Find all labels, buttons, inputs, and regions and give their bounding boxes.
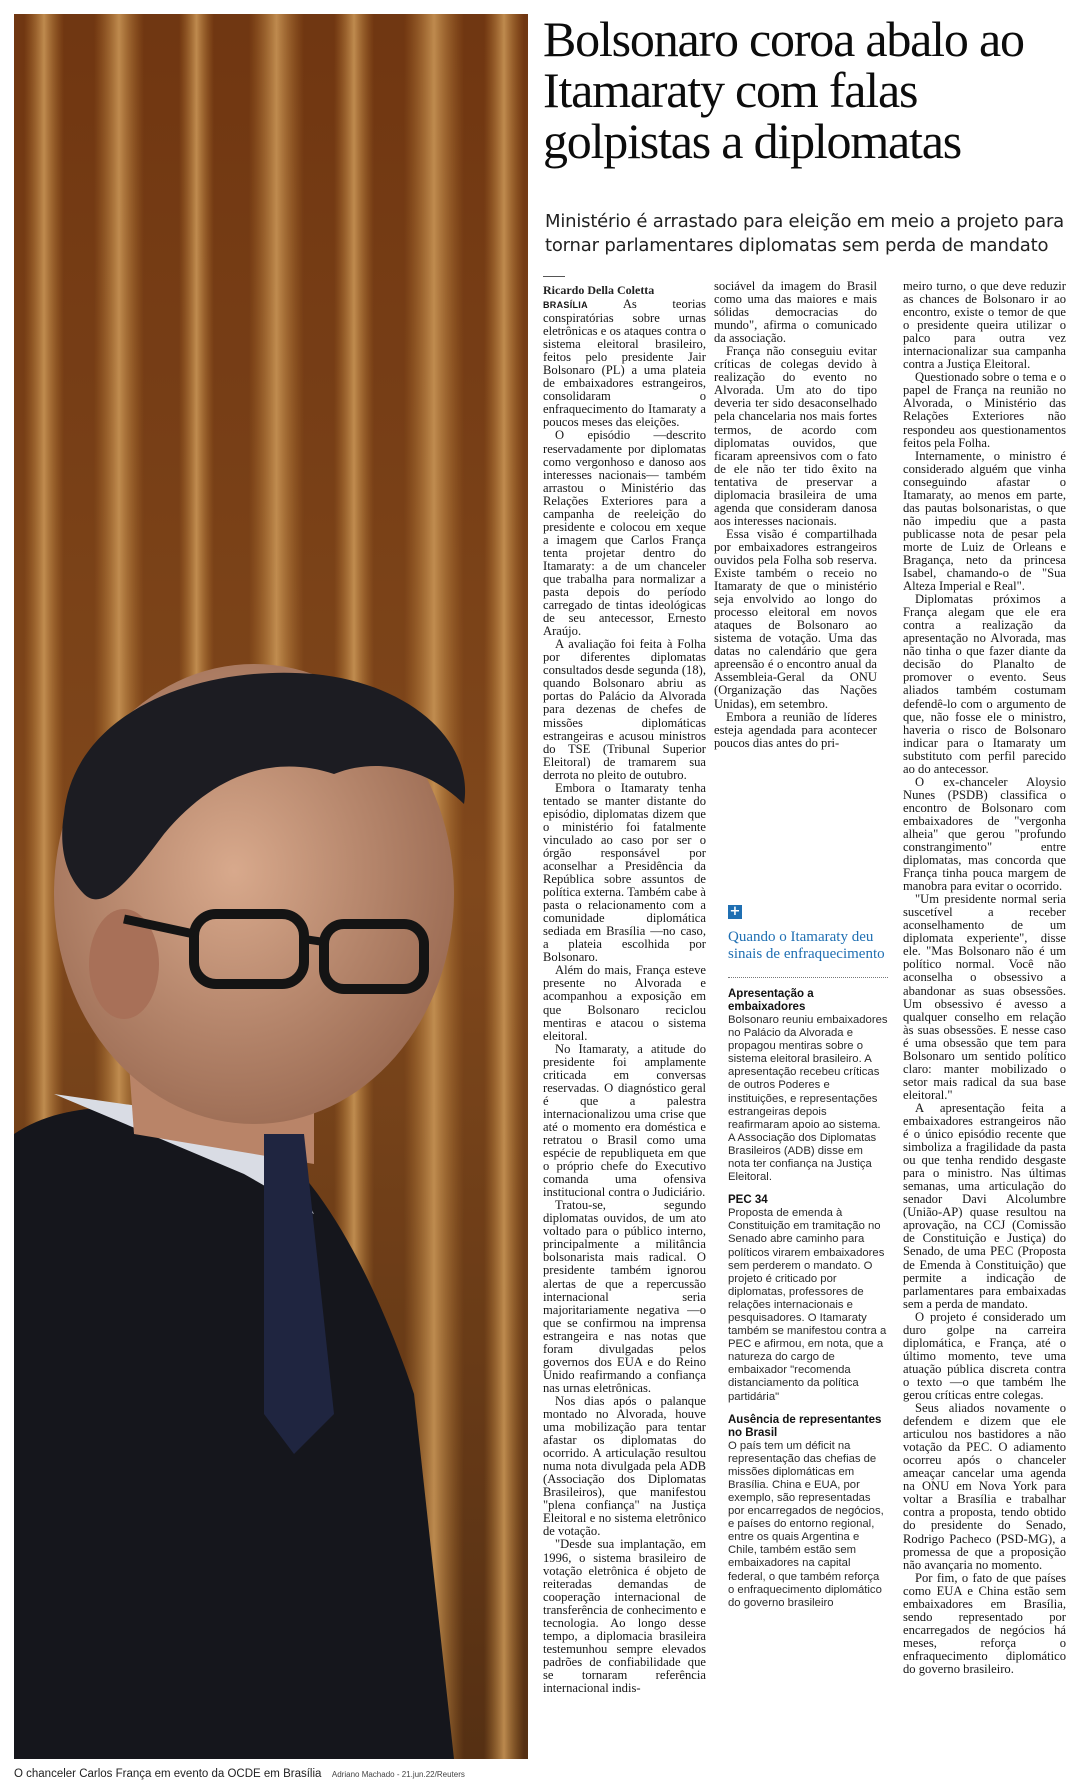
box-section	[728, 988, 888, 1184]
article-photo	[14, 14, 528, 1759]
paragraph: No Itamaraty, a atitude do presidente foi amplamente criticada em conversas reservadas. O diagnóstico geral é que a palestra internacionalizou uma crise que até o momento era doméstica e retratou o Brasil como uma espécie de republiqueta em que o próprio chefe do Executivo comanda uma ofensiva institucional contra o Judiciário.	[543, 1041, 706, 1200]
paragraph: "Um presidente normal seria suscetível a receber aconselhamento de um diplomata experiente", disse ele. "Mas Bolsonaro não é um político normal. Você não aconselha o obsessivo a abandonar as suas obsessões. Um obsessivo é avesso a qualquer conselho em relação às suas obsessões. E nesse caso é uma obsessão que tem para Bolsonaro um sentido político claro: manter mobilizado o setor mais radical da sua base eleitoral."	[903, 892, 1066, 1102]
article-column-1	[543, 298, 706, 1695]
paragraph: Seus aliados novamente o defendem e dizem que ele articulou nos bastidores a não votação da PEC. O adiamento ocorreu após o chanceler ameaçar cancelar uma agenda na ONU em Nova York para voltar a Brasília e trabalhar contra a proposta, tendo obtido do presidente do Senado, Rodrigo Pacheco (PSD-MG), a promessa de que a proposição não avançaria no momento.	[903, 1401, 1066, 1572]
paragraph: meiro turno, o que deve reduzir as chances de Bolsonaro ir ao encontro, existe o temor de que o presidente queira utilizar o palco para outra vez internacionalizar sua campanha contra a Justiça Eleitoral.	[903, 279, 1066, 372]
article-column-3	[903, 280, 1066, 1676]
timeline-box	[728, 905, 888, 1620]
paragraph: Embora o Itamaraty tenha tentado se manter distante do episódio, diplomatas dizem que o ministério foi fatalmente vinculado ao caso por ser o órgão responsável por aconselhar a Presidência da República sobre assuntos de política externa. Também cabe à pasta o relacionamento com a comunidade diplomática sediada em Brasília —no caso, a plateia escolhida por Bolsonaro.	[543, 780, 706, 965]
box-section-title: Apresentação a embaixadores	[728, 988, 814, 1013]
subheadline: Ministério é arrastado para eleição em meio a projeto para tornar parlamentares diplomatas sem perda de mandato	[545, 211, 1064, 256]
paragraph: Questionado sobre o tema e o papel de França na reunião no Alvorada, o Ministério das Relações Exteriores não respondeu aos questionamentos feitos pela Folha.	[903, 370, 1066, 450]
box-section-body: Proposta de emenda à Constituição em tramitação no Senado abre caminho para políticos virarem embaixadores sem perderem o mandato. O projeto é criticado por diplomatas, professores de relações internacionais e pesquisadores. O Itamaraty também se manifestou contra a PEC e afirmou, em nota, que a natureza do cargo de embaixador "recomenda distanciamento da política partidária"	[728, 1207, 887, 1403]
photo-image	[14, 14, 528, 1759]
box-divider	[728, 977, 888, 978]
box-title: Quando o Itamaraty deu sinais de enfraquecimento	[728, 929, 885, 962]
box-section-body: O país tem um déficit na representação das chefias de missões diplomáticas em Brasília. China e EUA, por exemplo, são representadas por encarregados de negócios, e países do entorno regional, entre os quais Argentina e Chile, também estão sem embaixadores na capital federal, o que também reforça o enfraquecimento diplomático do governo brasileiro	[728, 1439, 884, 1609]
paragraph: Além do mais, França esteve presente no Alvorada e acompanhou a exposição em que Bolsonaro reciclou mentiras e atacou o sistema eleitoral.	[543, 963, 706, 1043]
paragraph: O episódio —descrito reservadamente por diplomatas como vergonhoso e danoso aos interesses nacionais— também arrastou o Ministério das Relações Exteriores para a campanha de reeleição do presidente e colocou em xeque a imagem que Carlos França tenta projetar dentro do Itamaraty: a de um chanceler que trabalha para normalizar a pasta depois do período carregado de tintas ideológicas de seu antecessor, Ernesto Araújo.	[543, 428, 706, 639]
caption-text: O chanceler Carlos França em evento da OCDE em Brasília	[14, 1768, 322, 1780]
paragraph: Essa visão é compartilhada por embaixadores estrangeiros ouvidos pela Folha sob reserva. Existe também o receio no Itamaraty de que o ministério seja envolvido ao longo do processo eleitoral em novos ataques de Bolsonaro ao sistema de votação. Uma das datas no calendário que gera apreensão é o encontro anual da Assembleia-Geral da ONU (Organização das Nações Unidas), em setembro.	[714, 526, 877, 711]
paragraph: Diplomatas próximos a França alegam que ele era contra a realização da apresentação no Alvorada, mas não tinha o que fazer diante da decisão do Planalto de promover o evento. Seus aliados também costumam defendê-lo com o argumento de que, não fosse ele o ministro, haveria o risco de Bolsonaro indicar para o Itamaraty um substituto com perfil parecido ao do antecessor.	[903, 592, 1066, 776]
box-section-title: PEC 34	[728, 1194, 768, 1207]
byline: Ricardo Della Coletta	[543, 283, 655, 297]
paragraph: Embora a reunião de líderes esteja agendada para acontecer poucos dias antes do pri-	[714, 709, 877, 750]
box-section	[728, 1414, 888, 1610]
headline: Bolsonaro coroa abalo ao Itamaraty com falas golpistas a diplomatas	[543, 11, 1024, 169]
box-section	[728, 1194, 888, 1403]
box-section-title: Ausência de representantes no Brasil	[728, 1413, 882, 1439]
paragraph: As teorias conspiratórias sobre urnas eletrônicas e os ataques contra o sistema eleitoral brasileiro, feitos pelo presidente Jair Bolsonaro (PL) a uma plateia de embaixadores estrangeiros, consolidaram o enfraquecimento do Itamaraty a poucos meses das eleições.	[543, 297, 706, 430]
paragraph: Nos dias após o palanque montado no Alvorada, houve uma mobilização para tentar afastar os diplomatas do ocorrido. A articulação resultou numa nota divulgada pela ADB (Associação dos Diplomatas Brasileiros), que manifestou "plena confiança" na Justiça Eleitoral e no sistema eletrônico de votação.	[543, 1393, 706, 1539]
dateline: BRASÍLIA	[543, 300, 588, 310]
paragraph: Tratou-se, segundo diplomatas ouvidos, de um ato voltado para o público interno, principalmente a militância bolsonarista mais radical. O presidente também ignorou alertas de que a repercussão internacional seria majoritariamente negativa —o que se confirmou na imprensa estrangeira e nas notas que foram divulgadas pelos governos dos EUA e do Reino Unido reafirmando a confiança nas urnas eletrônicas.	[543, 1198, 706, 1395]
photo-caption	[14, 1764, 528, 1786]
paragraph: Por fim, o fato de que países como EUA e China estão sem embaixadores em Brasília, sendo representado por encarregados de negócios há meses, reforça o enfraquecimento diplomático do governo brasileiro.	[903, 1570, 1066, 1676]
paragraph: Internamente, o ministro é considerado alguém que vinha conseguindo afastar o Itamaraty, ao menos em parte, das pautas bolsonaristas, o que não impediu que a pasta publicasse nota de pesar pela morte de Luiz de Orleans e Bragança, neto da princesa Isabel, chamando-o de "Sua Alteza Imperial e Real".	[903, 448, 1066, 594]
paragraph: sociável da imagem do Brasil como uma das maiores e mais sólidas democracias do mundo", afirma o comunicado da associação.	[714, 279, 877, 346]
paragraph: França não conseguiu evitar críticas de colegas devido à realização do evento no Alvorada. Um ato do tipo deveria ter sido desaconselhado pela chancelaria nos mais fortes termos, de acordo com diplomatas ouvidos, que ficaram apreensivos com o fato de ele não ter tido êxito na tentativa de preservar a diplomacia brasileira de uma agenda que consideram danosa aos interesses nacionais.	[714, 344, 877, 528]
plus-icon: +	[729, 904, 741, 919]
box-section-body: Bolsonaro reuniu embaixadores no Palácio da Alvorada e propagou mentiras sobre o sistema eleitoral brasileiro. A apresentação recebeu críticas de outros Poderes e instituições, e representações estrangeiras depois reafirmaram apoio ao sistema. A Associação dos Diplomatas Brasileiros (ADB) disse em nota ter confiança na Justiça Eleitoral.	[728, 1014, 888, 1184]
photo-credit: Adriano Machado - 21.jun.22/Reuters	[331, 1770, 465, 1779]
article-column-2	[714, 280, 877, 750]
paragraph: O projeto é considerado um duro golpe na carreira diplomática, e França, até o último momento, teve uma atuação pública discreta contra o texto —o que também lhe gerou críticas entre colegas.	[903, 1309, 1066, 1402]
paragraph: O ex-chanceler Aloysio Nunes (PSDB) classifica o encontro de Bolsonaro com embaixadores de "vergonha alheia" que gerou "profundo constrangimento" entre diplomatas, mas concorda que França tinha pouca margem de manobra para evitar o ocorrido.	[903, 774, 1066, 894]
paragraph: A apresentação feita a embaixadores estrangeiros não é o único episódio recente que simboliza a fragilidade da pasta ou que tenha rendido desgaste para o ministro. Nas últimas semanas, uma articulação do senador Davi Alcolumbre (União-AP) quase resultou na aprovação, na CCJ (Comissão de Constituição e Justiça) do Senado, de uma PEC (Proposta de Emenda à Constituição) que permite a indicação de parlamentares para embaixadas sem a perda de mandato.	[903, 1100, 1066, 1311]
paragraph: "Desde sua implantação, em 1996, o sistema brasileiro de votação eletrônica é objeto de reiteradas demandas de cooperação internacional de transferência de conhecimento e tecnologia. Ao longo desse tempo, a diplomacia brasileira testemunhou sempre elevados padrões de confiabilidade que se tornaram referência internacional indis-	[543, 1537, 706, 1695]
byline-rule	[543, 276, 565, 277]
paragraph: A avaliação foi feita à Folha por diferentes diplomatas consultados desde segunda (18), quando Bolsonaro abriu as portas do Palácio da Alvorada para dezenas de chefes de missões diplomáticas estrangeiras e acusou ministros do TSE (Tribunal Superior Eleitoral) de tramarem sua derrota no pleito de outubro.	[543, 637, 706, 782]
